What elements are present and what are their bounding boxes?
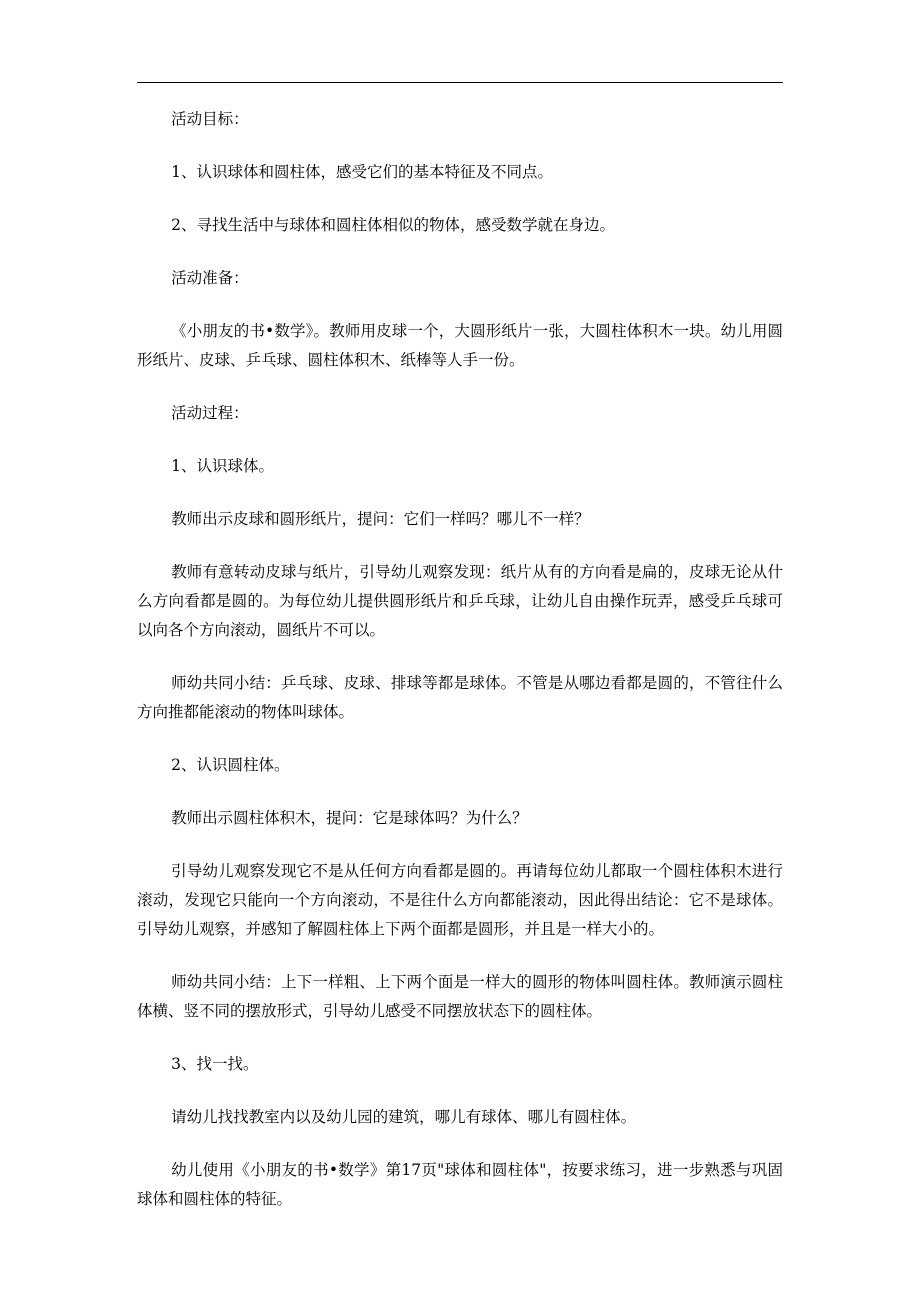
step-1-question: 教师出示皮球和圆形纸片，提问：它们一样吗？哪儿不一样？ <box>171 510 590 528</box>
heading-activity-goals: 活动目标： <box>171 110 249 128</box>
step-3-heading: 3、找一找。 <box>171 1055 259 1073</box>
step-2-observation: 引导幼儿观察发现它不是从任何方向看都是圆的。再请每位幼儿都取一个圆柱体积木进行滚动，发现它只能向一个方向滚动，不是往什么方向都能滚动，因此得出结论：它不是球体。引导幼儿观察，并感知了解圆柱体上下两个面都是圆形，并且是一样大小的。 <box>137 862 783 938</box>
step-2-summary: 师幼共同小结：上下一样粗、上下两个面是一样大的圆形的物体叫圆柱体。教师演示圆柱体横、竖不同的摆放形式，引导幼儿感受不同摆放状态下的圆柱体。 <box>137 973 783 1020</box>
document-body <box>137 105 783 1238</box>
heading-activity-preparation: 活动准备： <box>171 269 249 287</box>
step-2-question: 教师出示圆柱体积木，提问：它是球体吗？为什么？ <box>171 809 528 827</box>
step-3-exercise: 幼儿使用《小朋友的书•数学》第17页"球体和圆柱体"，按要求练习，进一步熟悉与巩固球体和圆柱体的特征。 <box>137 1161 783 1208</box>
step-2-heading: 2、认识圆柱体。 <box>171 756 290 774</box>
step-3-task: 请幼儿找找教室内以及幼儿园的建筑，哪儿有球体、哪儿有圆柱体。 <box>171 1108 637 1126</box>
step-1-observation: 教师有意转动皮球与纸片，引导幼儿观察发现：纸片从有的方向看是扁的，皮球无论从什么方向看都是圆的。为每位幼儿提供圆形纸片和乒乓球，让幼儿自由操作玩弄，感受乒乓球可以向各个方向滚动，圆纸片不可以。 <box>137 563 783 639</box>
preparation-text: 《小朋友的书•数学》。教师用皮球一个，大圆形纸片一张，大圆柱体积木一块。幼儿用圆形纸片、皮球、乒乓球、圆柱体积木、纸棒等人手一份。 <box>137 322 783 369</box>
header-rule <box>137 82 783 83</box>
heading-activity-process: 活动过程： <box>171 404 249 422</box>
step-1-heading: 1、认识球体。 <box>171 457 274 475</box>
step-1-summary: 师幼共同小结：乒乓球、皮球、排球等都是球体。不管是从哪边看都是圆的，不管往什么方向推都能滚动的物体叫球体。 <box>137 674 783 721</box>
goal-item-2: 2、寻找生活中与球体和圆柱体相似的物体，感受数学就在身边。 <box>171 216 615 234</box>
goal-item-1: 1、认识球体和圆柱体，感受它们的基本特征及不同点。 <box>171 163 553 181</box>
